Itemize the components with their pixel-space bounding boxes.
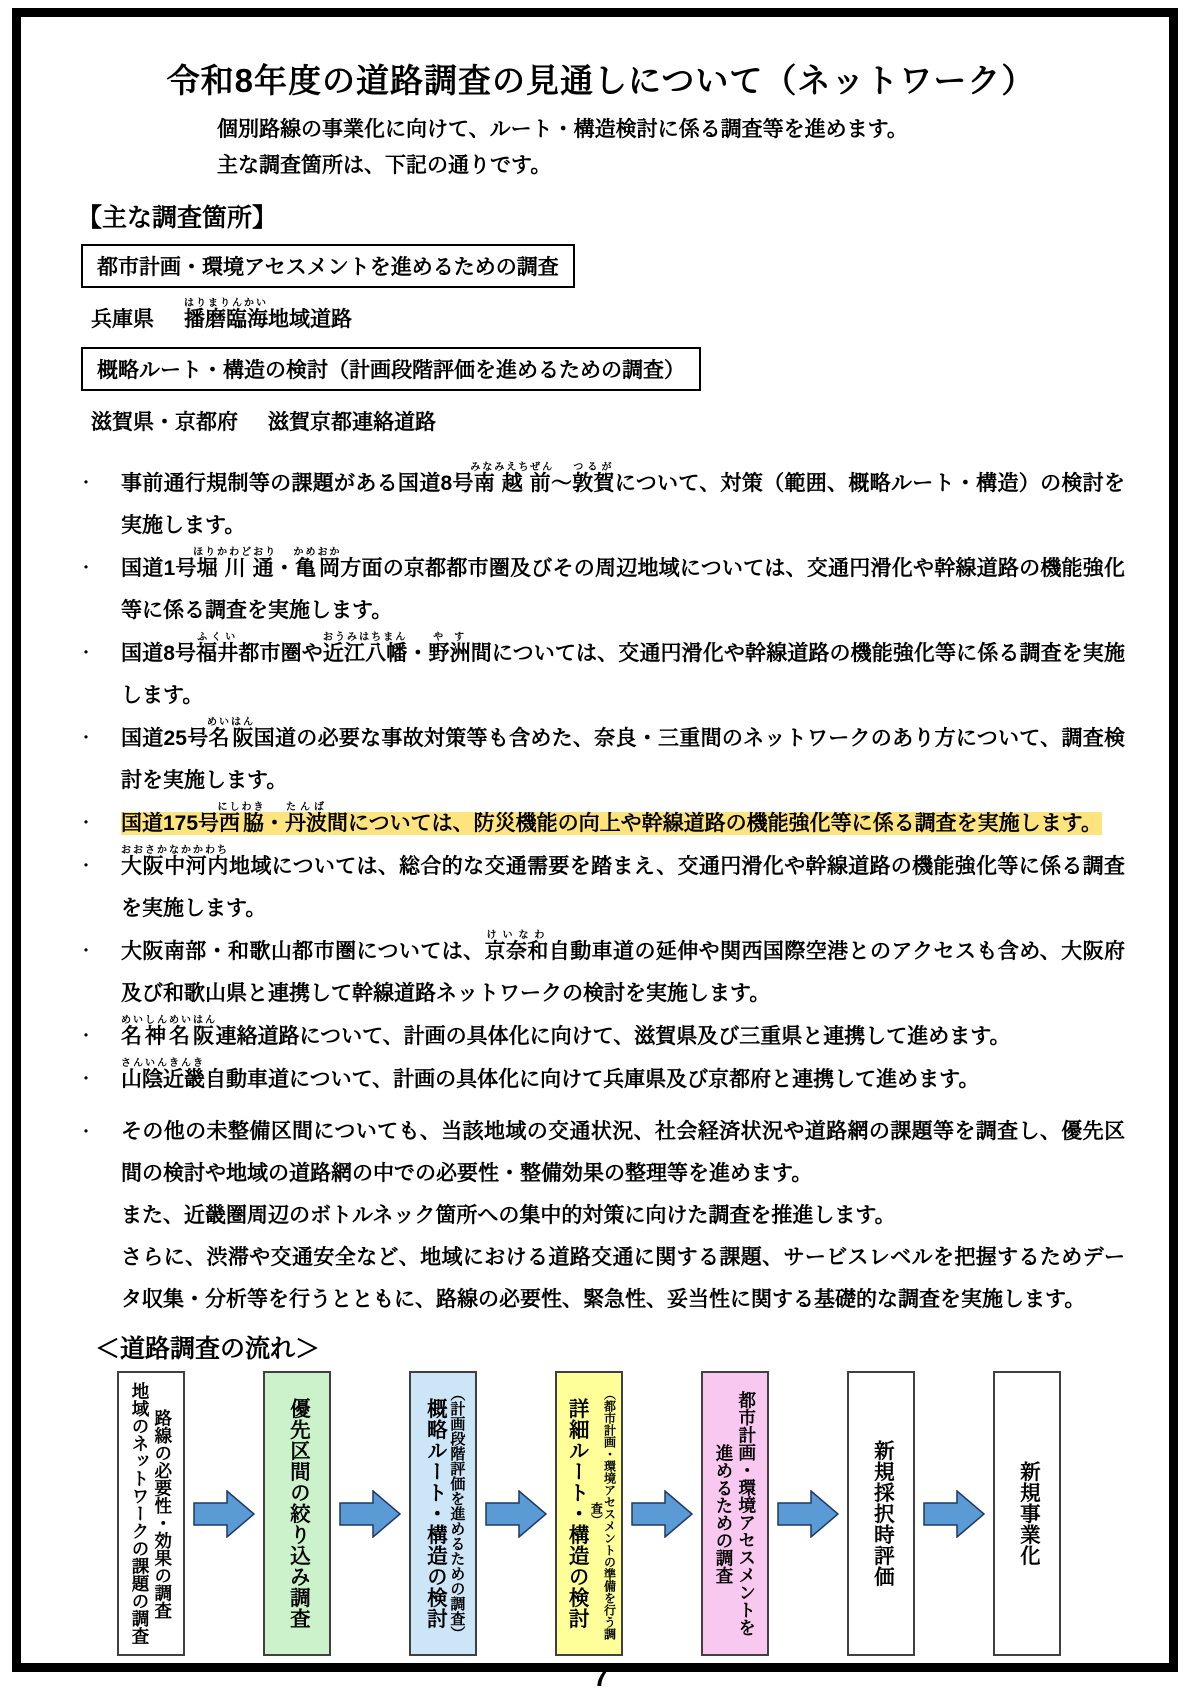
- flow-step-text-column: （計画段階評価を進めるための調査）: [448, 1386, 466, 1642]
- bullet-item: [77, 462, 1125, 547]
- flow-step-text: [868, 1379, 895, 1648]
- ruby-annotated-text: 福井ふくい: [196, 632, 239, 666]
- flow-step-text: [284, 1379, 311, 1648]
- bullet-text: 国道8号福井ふくい都市圏や近江八幡おうみはちまん・野洲やす間については、交通円滑化や幹線道路の機能強化等に係る調査を実施します。: [121, 632, 1126, 708]
- furigana: つるが: [572, 462, 615, 474]
- highlighted-text: 国道175号西脇にしわき・丹波たんば間については、防災機能の向上や幹線道路の機能強化等に係る調査を実施します。: [121, 802, 1102, 836]
- survey-sections: [77, 234, 1125, 434]
- flow-step-text: [128, 1379, 174, 1648]
- bullet-item: [77, 845, 1125, 930]
- ruby-annotated-text: 西脇にしわき: [217, 802, 266, 836]
- subtitle-line-2: 主な調査箇所は、下記の通りです。: [217, 154, 552, 177]
- flow-step-text-column: 新規採択時評価: [870, 1440, 894, 1588]
- ruby-annotated-text: 丹波たんば: [285, 802, 328, 836]
- furigana: はりまりんかい: [184, 298, 268, 309]
- flow-step-text-column: 地域のネットワークの課題の調査: [130, 1382, 150, 1645]
- bullet-marker: ・: [77, 558, 95, 579]
- furigana: おうみはちまん: [322, 632, 408, 644]
- furigana: めいしんめいはん: [121, 1015, 217, 1027]
- bullet-item: [77, 930, 1125, 1015]
- furigana: ほりかわどおり: [193, 547, 278, 559]
- flow-step-text-column: （都市計画・環境アセスメントの準備を行う調査）: [589, 1387, 617, 1640]
- prefecture-label: 兵庫県: [91, 308, 154, 331]
- bullet-item: [77, 802, 1125, 845]
- bullet-marker: ・: [77, 643, 95, 664]
- flow-step-text-column: 路線の必要性・効果の調査: [152, 1408, 173, 1619]
- flow-arrow-icon: [631, 1490, 693, 1538]
- bullet-text: 大阪南部・和歌山都市圏については、京奈和けいなわ自動車道の延伸や関西国際空港とのアクセスも含め、大阪府及び和歌山県と連携して幹線道路ネットワークの検討を実施します。: [121, 930, 1125, 1006]
- bullet-text: さらに、渋滞や交通安全など、地域における道路交通に関する課題、サービスレベルを把握するためデータ収集・分析等を行うとともに、路線の必要性、緊急性、妥当性に関する基礎的な調査を実施します。: [121, 1246, 1125, 1312]
- ruby-annotated-text: 堀川通ほりかわどおり: [193, 547, 278, 581]
- flow-step-6: [847, 1371, 915, 1656]
- flow-step-text-column: 進めるための調査: [714, 1443, 734, 1584]
- ruby-annotated-text: 南越前みなみえちぜん: [470, 462, 555, 496]
- bullet-item: [77, 1111, 1125, 1195]
- bullet-marker: ・: [77, 728, 95, 749]
- flow-arrow-icon: [485, 1490, 547, 1538]
- bullet-text: その他の未整備区間についても、当該地域の交通状況、社会経済状況や道路網の課題等を調査し、優先区間の検討や地域の道路網の中での必要性・整備効果の整理等を進めます。: [121, 1120, 1125, 1186]
- ruby-annotated-text: 近江八幡おうみはちまん: [322, 632, 408, 666]
- flow-step-text: [562, 1379, 615, 1648]
- road-name: 滋賀京都連絡道路: [268, 411, 436, 435]
- flow-step-text-column: 概略ルート・構造の検討: [423, 1398, 447, 1630]
- bullet-text: [121, 802, 1125, 845]
- flow-step-1: [117, 1371, 185, 1656]
- survey-category-box-2: 概略ルート・構造の検討（計画段階評価を進めるための調査）: [81, 347, 701, 391]
- bullet-text: 事前通行規制等の課題がある国道8号南越前みなみえちぜん～敦賀つるがについて、対策（範囲、概略ルート・構造）の検討を実施します。: [121, 462, 1125, 538]
- flow-arrow: [915, 1371, 993, 1656]
- road-name: 播磨臨海はりまりんかい地域道路: [184, 298, 352, 331]
- flow-arrow: [185, 1371, 263, 1656]
- furigana: みなみえちぜん: [470, 462, 555, 474]
- bullet-item: [77, 1015, 1125, 1058]
- bullet-text: 大阪中河内おおさかなかかわち地域については、総合的な交通需要を踏まえ、交通円滑化や幹線道路の機能強化等に係る調査を実施します。: [121, 845, 1125, 921]
- flow-arrow-icon: [923, 1490, 985, 1538]
- flow-arrow: [331, 1371, 409, 1656]
- bullet-text: 国道1号堀川通ほりかわどおり・亀岡かめおか方面の京都都市圏及びその周辺地域については、交通円滑化や幹線道路の機能強化等に係る調査を実施します。: [121, 547, 1125, 623]
- bullet-text: 名神名阪めいしんめいはん連絡道路について、計画の具体化に向けて、滋賀県及び三重県と連携して進めます。: [121, 1015, 1011, 1049]
- flow-arrow: [623, 1371, 701, 1656]
- bullet-text: 山陰近畿さんいんきんき自動車道について、計画の具体化に向けて兵庫県及び京都府と連携して進めます。: [121, 1058, 980, 1092]
- ruby-annotated-text: 敦賀つるが: [572, 462, 615, 496]
- furigana: かめおか: [293, 547, 342, 559]
- flow-step-3: [409, 1371, 477, 1656]
- furigana: やす: [428, 632, 471, 644]
- flow-arrow-icon: [193, 1490, 255, 1538]
- ruby-annotated-text: 大阪中河内おおさかなかかわち: [121, 845, 229, 879]
- flow-step-text-column: 新規事業化: [1016, 1461, 1040, 1567]
- bullet-item: [77, 717, 1125, 802]
- flow-step-7: [993, 1371, 1061, 1656]
- ruby-annotated-text: 野洲やす: [428, 632, 471, 666]
- ruby-annotated-text: 京奈和けいなわ: [484, 930, 549, 964]
- prefecture-label: 滋賀県・京都府: [91, 411, 238, 435]
- flow-arrow: [477, 1371, 555, 1656]
- furigana: おおさかなかかわち: [121, 845, 229, 857]
- page-number: 7: [593, 1662, 609, 1693]
- survey-category-box-1: 都市計画・環境アセスメントを進めるための調査: [81, 244, 575, 288]
- flow-step-text: [712, 1379, 758, 1648]
- ruby-annotated-text: 播磨臨海はりまりんかい: [184, 298, 268, 331]
- ruby-annotated-text: 名神名阪めいしんめいはん: [121, 1015, 217, 1049]
- furigana: めいはん: [206, 717, 255, 729]
- furigana: さんいんきんき: [121, 1058, 205, 1070]
- bullet-item: [77, 1195, 1125, 1237]
- bullet-item: [77, 1237, 1125, 1321]
- bullet-marker: ・: [77, 1026, 95, 1047]
- flow-step-2: [263, 1371, 331, 1656]
- flow-arrow-icon: [777, 1490, 839, 1538]
- flow-arrow: [769, 1371, 847, 1656]
- flow-step-text: [421, 1379, 466, 1648]
- flow-arrow-icon: [339, 1490, 401, 1538]
- flow-step-5: [701, 1371, 769, 1656]
- document-page: [12, 8, 1178, 1693]
- bullet-marker: [77, 1237, 121, 1321]
- survey-entry-1: [91, 294, 1125, 331]
- bullet-item: [77, 1058, 1125, 1101]
- bullet-text: また、近畿圏周辺のボトルネック箇所への集中的対策に向けた調査を推進します。: [121, 1204, 896, 1228]
- bullet-marker: ・: [77, 1122, 95, 1143]
- bullet-marker: [77, 1195, 121, 1237]
- bullet-item: [77, 632, 1125, 717]
- page-title: 令和8年度の道路調査の見通しについて（ネットワーク）: [166, 62, 1036, 99]
- flow-step-text-column: 都市計画・環境アセスメントを: [736, 1391, 757, 1637]
- furigana: ふくい: [196, 632, 239, 644]
- ruby-annotated-text: 山陰近畿さんいんきんき: [121, 1058, 205, 1092]
- bullet-marker: ・: [77, 473, 95, 494]
- furigana: たんば: [285, 802, 328, 814]
- bullet-marker: ・: [77, 813, 95, 834]
- ruby-annotated-text: 亀岡かめおか: [293, 547, 342, 581]
- bullet-item: [77, 547, 1125, 632]
- flow-step-text-column: 詳細ルート・構造の検討: [565, 1398, 589, 1630]
- bullet-text: 国道25号名阪めいはん国道の必要な事故対策等も含めた、奈良・三重間のネットワークのあり方について、調査検討を実施します。: [121, 717, 1125, 793]
- subtitle-line-1: 個別路線の事業化に向けて、ルート・構造検討に係る調査等を進めます。: [217, 118, 908, 141]
- ruby-annotated-text: 名阪めいはん: [206, 717, 255, 751]
- bullet-marker: ・: [77, 941, 95, 962]
- flow-step-4: [555, 1371, 623, 1656]
- flow-heading: ＜道路調査の流れ＞: [95, 1335, 321, 1364]
- bullet-marker: ・: [77, 856, 95, 877]
- bullet-marker: ・: [77, 1069, 95, 1090]
- flow-section: [77, 1329, 1125, 1656]
- bullet-list: [77, 462, 1125, 1321]
- flow-step-text: [1014, 1379, 1041, 1648]
- flow-diagram: [117, 1371, 1125, 1656]
- furigana: けいなわ: [484, 930, 549, 942]
- subtitle: [217, 112, 1125, 184]
- survey-entry-2: [91, 397, 1125, 434]
- section-heading: 【主な調査箇所】: [77, 204, 278, 232]
- flow-step-text-column: 優先区間の絞り込み調査: [286, 1398, 310, 1630]
- furigana: にしわき: [217, 802, 266, 814]
